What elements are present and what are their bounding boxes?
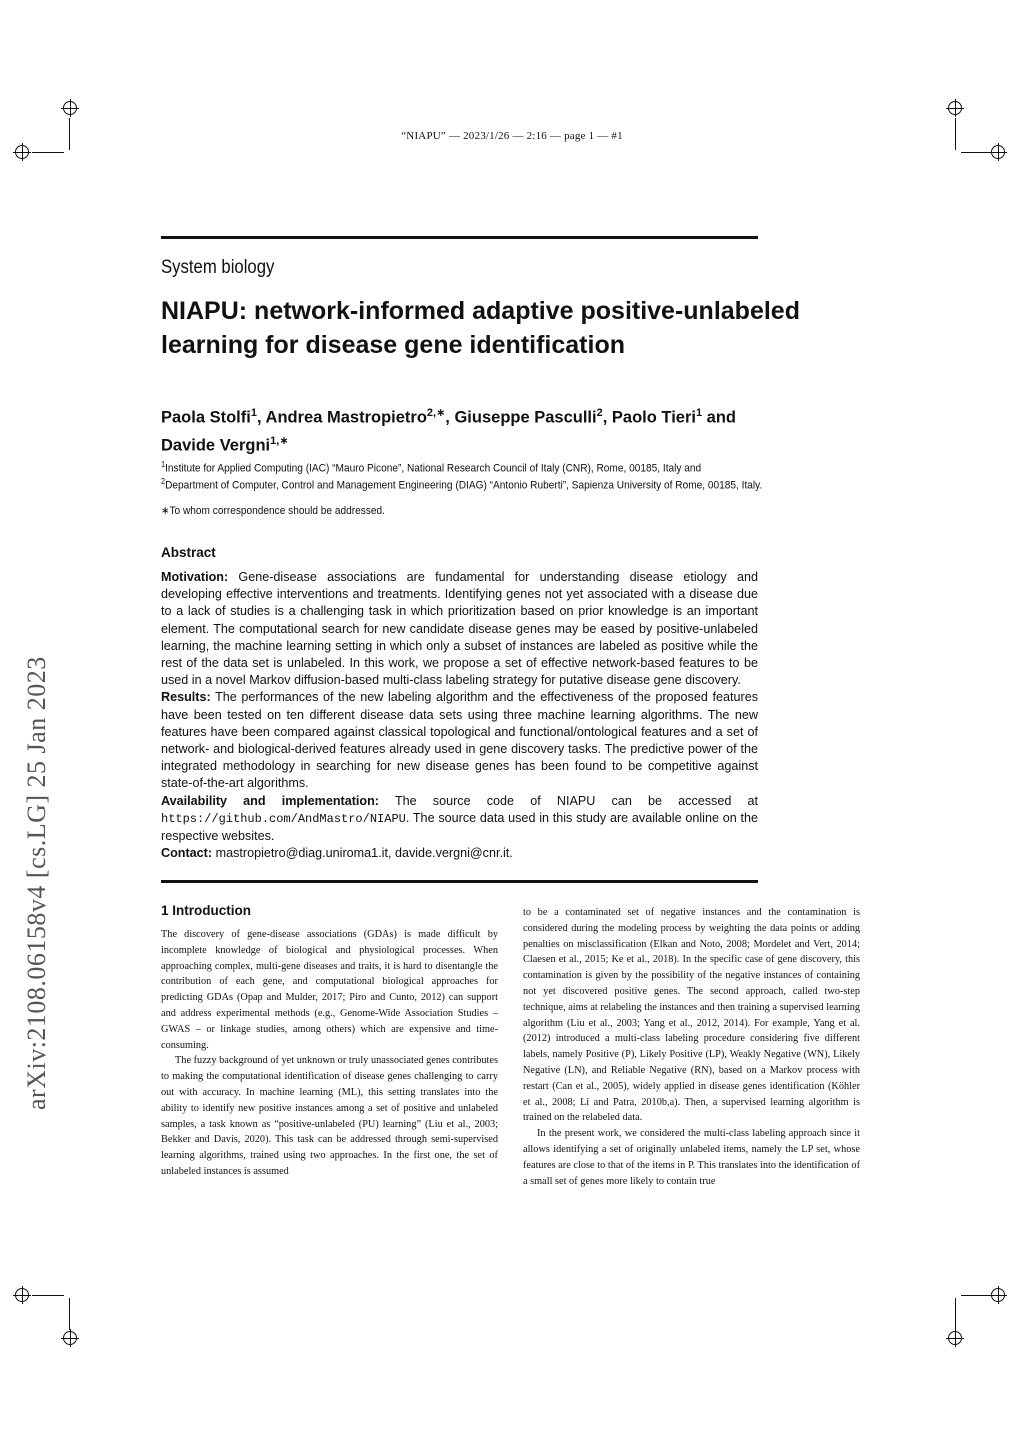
intro-left-column xyxy=(161,927,498,1180)
abstract-availability: Availability and implementation: The source code of NIAPU can be accessed at https://github.com/AndMastro/NIAPU. The source data used in this study are available online on the respective websites. xyxy=(161,793,759,844)
abstract-contact: Contact: mastropietro@diag.uniroma1.it, davide.vergni@cnr.it. xyxy=(161,846,513,861)
affiliation: $^1$Institute for Applied Computing (IAC) “Mauro Picone”, National Research Council of Italy (CNR), Rome, 00185, Italy and xyxy=(161,460,702,475)
author: Paola Stolfi xyxy=(161,408,251,427)
abstract-heading: Abstract xyxy=(161,545,216,560)
section-label: System biology xyxy=(161,257,275,278)
author-affil-mark: 1 xyxy=(250,407,257,419)
intro-right-column xyxy=(523,905,860,1189)
abstract-results: Results: The performances of the new labeling algorithm and the effectiveness of the proposed features have been tested on ten different disease data sets using three machine learning algorithms. The new features have been compared against classical topological and functional/ontological features and a set of network- and biological-derived features already used in gene discovery tasks. The predictive power of the integrated methodology in searching for new disease genes has been found to be competitive against state-of-the-art algorithms. xyxy=(161,690,758,791)
author: Davide Vergni xyxy=(161,436,271,454)
author-affil-mark: 1,∗ xyxy=(270,434,289,447)
author-affil-mark: 2,∗ xyxy=(426,407,446,419)
source-code-link[interactable]: https://github.com/AndMastro/NIAPU xyxy=(161,811,406,826)
abstract-body xyxy=(161,569,758,862)
bottom-rule xyxy=(161,880,758,883)
author: Paolo Tieri xyxy=(611,408,696,427)
author-list: Paola Stolfi$^1$, Andrea Mastropietro$^{2,∗}$, Giuseppe Pasculli$^2$, Paolo Tieri$^1$ and Davide Vergni$^{1,∗}$ xyxy=(161,407,737,454)
author: Andrea Mastropietro xyxy=(265,408,427,427)
paragraph: In the present work, we considered the multi-class labeling approach since it allows identifying a set of originally unlabeled items, namely the LP set, whose features are close to that of the items in P. This translates into the identification of a small set of genes more likely to contain true xyxy=(523,1128,860,1187)
running-header: “NIAPU” — 2023/1/26 — 2:16 — page 1 — #1 xyxy=(401,130,623,142)
top-rule xyxy=(161,236,758,239)
author-affil-mark: 2 xyxy=(596,407,603,419)
paper-title: NIAPU: network-informed adaptive positive-unlabeled learning for disease gene identification xyxy=(161,297,800,359)
author-affil-mark: 1 xyxy=(695,407,703,419)
paragraph: to be a contaminated set of negative instances and the contamination is considered during the modeling process by weighting the data points or adding penalties on misclassification (Elkan and Noto, 2008; Mordelet and Vert, 2014; Claesen et al., 2015; Ke et al., 2018). In the specific case of gene discovery, this contamination is given by the possibility of the negative instances of containing not yet discovered positive genes. The second approach, called two-step technique, aims at relabeling the instances and then training a supervised learning algorithm (Liu et al., 2003; Yang et al., 2012, 2014). For example, Yang et al. (2012) introduced a multi-class labeling procedure considering five different labels, namely Positive (P), Likely Positive (LP), Weakly Negative (WN), Likely Negative (LN), and Reliable Negative (RN), based on a Markov process with restart (Can et al., 2005), widely applied in disease genes identification (Köhler et al., 2008; Li and Patra, 2010b,a). Then, a supervised learning algorithm is trained on the relabeled data. xyxy=(523,907,860,1124)
introduction-heading: 1 Introduction xyxy=(161,903,251,918)
paragraph: The fuzzy background of yet unknown or truly unassociated genes contributes to making the computational identification of disease genes challenging to carry out with accuracy. In machine learning (ML), this setting translates into the ability to identify new positive instances among a set of positive and unlabeled samples, a task known as “positive-unlabeled (PU) learning” (Liu et al., 2003; Bekker and Davis, 2020). This task can be addressed through semi-supervised learning algorithms, trained using two approaches. In the first one, the set of unlabeled instances is assumed xyxy=(161,1055,498,1177)
paragraph: The discovery of gene-disease associations (GDAs) is made difficult by incomplete knowledge of biological and physiological processes. When approaching complex, multi-gene diseases and traits, it is hard to disentangle the contribution of each gene, and computational biological approaches for predicting GDAs (Opap and Mulder, 2017; Piro and Cunto, 2012) can support and address experimental methods (e.g., Genome-Wide Association Studies – GWAS – or linkage studies, among others) which are expensive and time-consuming. xyxy=(161,929,498,1051)
affiliation: $^2$Department of Computer, Control and Management Engineering (DIAG) “Antonio Ruberti”, Sapienza University of Rome, 00185, Italy. xyxy=(161,477,763,492)
correspondence-note: ∗To whom correspondence should be addressed. xyxy=(161,505,385,517)
author: Giuseppe Pasculli xyxy=(454,408,597,427)
arxiv-stamp: arXiv:2108.06158v4 [cs.LG] 25 Jan 2023 xyxy=(22,656,51,1110)
abstract-motivation: Motivation: Gene-disease associations are fundamental for understanding disease etiology and developing effective interventions and treatments. Identifying genes not yet associated with a disease due to a lack of studies is a challenging task in which prioritization based on prior knowledge is an important element. The computational search for new candidate disease genes may be eased by positive-unlabeled learning, the machine learning setting in which only a subset of instances are labeled as positive while the rest of the data set is unlabeled. In this work, we propose a set of effective network-based features to be used in a novel Markov diffusion-based multi-class labeling strategy for putative disease gene discovery. xyxy=(161,570,758,688)
